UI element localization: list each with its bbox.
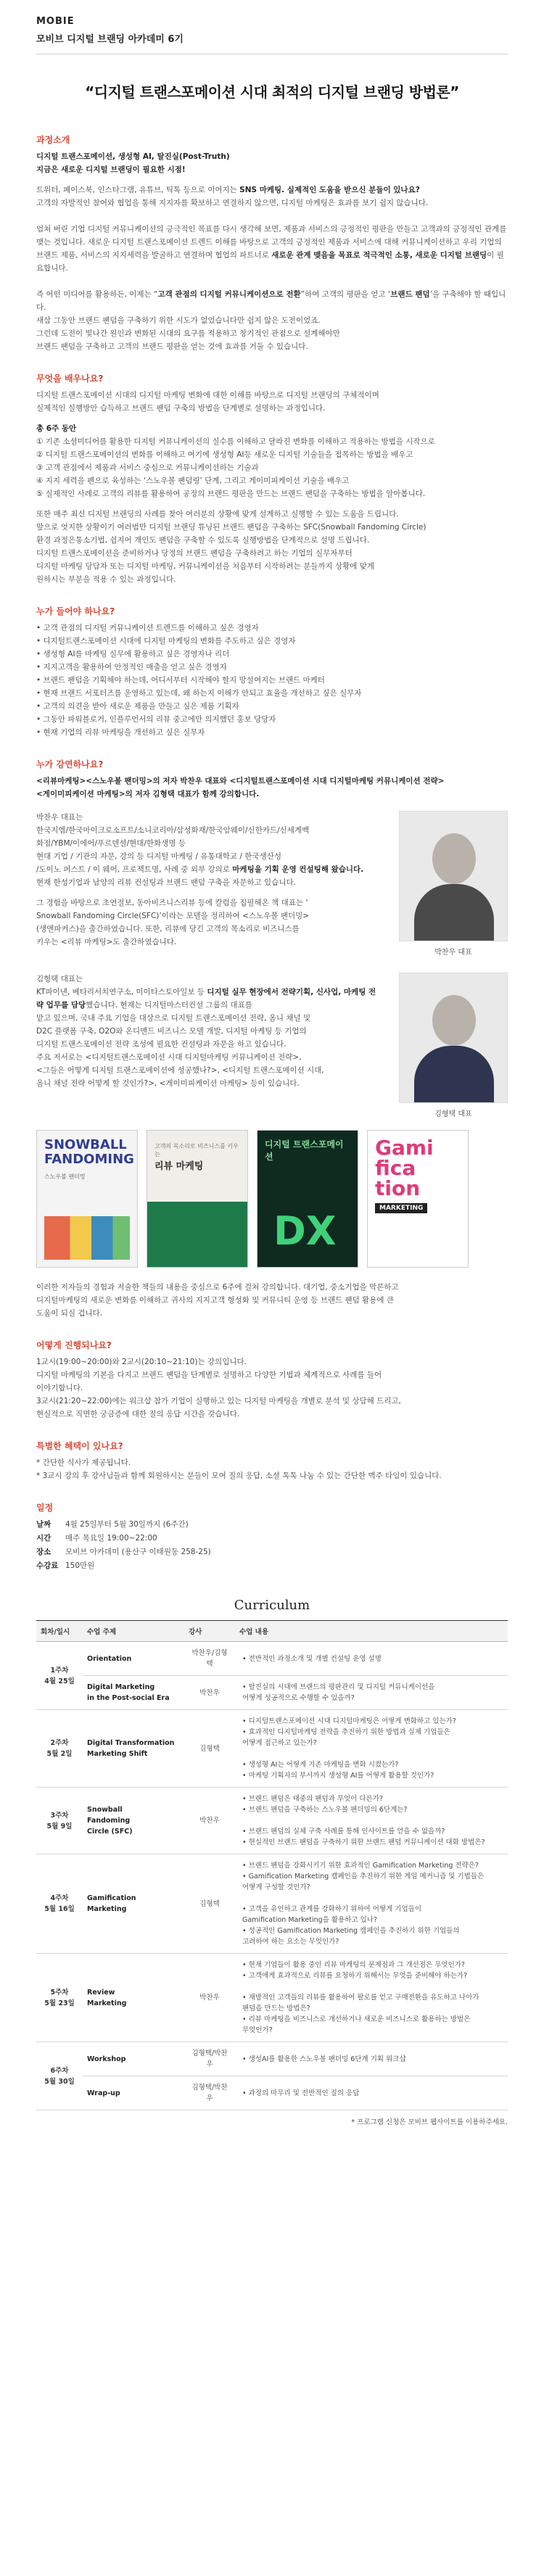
- intro-bold-2: 지금은 새로운 디지털 브랜딩이 필요한 시점!: [36, 165, 186, 174]
- book-covers: [36, 1130, 508, 1268]
- learn-para-2: 실제적인 실행방안 습득하고 브랜드 팬덤 구축의 방법을 단계별로 설명하는 과정입니다.: [36, 404, 326, 413]
- intro-para-3: 즉 어떤 미디어를 활용하든, 이제는 “고객 관점의 디지털 커뮤니케이션으로 전환”하여 고객의 평판을 얻고 ‘브랜드 팬덤’을 구축해야 할 때입니다. 새삼 그동안 브랜드 팬덤을 구축하기 위한 시도가 없었습니다만 쉽지 않은 도전이었죠. 그런데 도전이 빛나간 원인과 변화된 시대의 요구를 적용하고 창기적인 관점으로 설계해야만 브랜드 팬덤을 구축하고 고객의 브랜드 평판을 얻는 것에 효과를 거둘 수 있습니다.: [36, 290, 506, 351]
- progress-heading: 어떻게 진행되나요?: [36, 1340, 112, 1350]
- profile-line: 한국지엠/한국마이크로소프트/소니코리아/삼성화재/한국암웨이/신한카드/신세계백: [36, 826, 310, 835]
- table-row: [36, 1854, 508, 1954]
- profile-line: 현대 기업 / 기관의 자문, 강의 등 디지털 마케팅 / 유통대학교 / 한국생산성: [36, 852, 282, 861]
- list-item: ② 디지털 트랜스포메이션의 변화를 이해하고 여기에 생성형 AI등 새로운 디지털 기술들을 접목하는 방법을 배우고: [36, 450, 413, 459]
- header-content: 수업 내용: [235, 1621, 508, 1642]
- curriculum-lecturer: 박찬우: [184, 1676, 235, 1710]
- curriculum-week: 6주차 5월 30일: [36, 2042, 83, 2110]
- progress-line: 1교시(19:00~20:00)와 2교시(20:10~21:10)는 강의입니다.: [36, 1358, 247, 1366]
- instructor-photo-park: [399, 811, 508, 941]
- intro-para-2: 엄쳐 버린 기업 디지털 커뮤니케이션의 긍극적인 목표를 다시 생각해 보면, 제품과 서비스의 긍정적인 평판을 만들고 고객과의 긍정적인 관계를 맺는 것입니다. 새로운 디지털 트랜스포메이션 트렌드 이해를 바탕으로 고객의 긍정적인 제품과 서비스에 대해 커뮤니케이션하고 우리 기업의 브랜드 제품, 서비스의 지지세력을 발굴하고 연결하며 협업의 파트너로 새로운 관계 맺음을 목표로 적극적인 소통, 새로운 디지털 브랜딩이 필요합니다.: [36, 225, 507, 273]
- profile-name-line: 박찬우 대표는: [36, 813, 83, 822]
- curriculum-content: • 생성AI를 활용한 스노우볼 팬더밍 6단계 기획 워크샵: [235, 2042, 508, 2076]
- curriculum-week: 3주차 5월 9일: [36, 1788, 83, 1854]
- table-row: [36, 1676, 508, 1710]
- curriculum-module: Snowball Fandoming Circle (SFC): [83, 1788, 184, 1854]
- instructor-summary-b: 디지털마케팅의 새로운 변화를 이해하고 귀사의 지지고객 형성화 및 커뮤니티 운영 등 브랜드 팬덤 활용에 큰: [36, 1296, 395, 1305]
- curriculum-content: • 브랜드 팬덤을 강화시키기 위한 효과적인 Gamification Marketing 전략은? • Gamification Marketing 캠페인을 추진하기 위한 게임 메커니즘 및 기법들은 어떻게 구성할 것인가? • 고객을 유인하고 관계를 강화하기 위하여 어떻게 기업들이 Gamification Marketing을 활용하고 있나? • 성공적인 Gamification Marketing 캠페인을 추진하기 위한 기업들의 고려하여 하는 요소는 무엇인가?: [235, 1854, 508, 1954]
- photo-caption: 박찬우 대표: [434, 949, 472, 957]
- profile-line: 주요 저서로는 <디지털트랜스포메이션 시대 디지털마케팅 커뮤니케이션 전략>,: [36, 1053, 302, 1062]
- list-item: • 디지털트랜스포메이션 시대에 디지털 마케팅의 변화를 주도하고 싶은 경영자: [36, 637, 296, 645]
- table-row: [36, 1788, 508, 1854]
- learn-para-7: 디지털 마케팅 당담자 또는 디지털 마케팅, 커뮤니케이션을 처음부터 시작하려는 분들까지 상황에 맞게: [36, 562, 375, 571]
- benefit-line: * 간단한 식사가 제공됩니다.: [36, 1458, 131, 1467]
- curriculum-content: • 현재 기업들이 활용 중인 리뷰 마케팅의 문제점과 그 개선점은 무엇인가? • 고객에게 효과적으로 리뷰를 요청하기 위해서는 무엇을 준비해야 하는가? • 재방적인 고객들의 리뷰를 활용하여 팔로를 얻고 구매전환을 유도하고 나아가 팬덤을 만드는 방법은? • 리뷰 마케팅을 비즈니스로 개선하거나 새로운 비즈니스로 활용하는 방법은 무엇인가?: [235, 1954, 508, 2042]
- profile-line: (생앤파커스)을 출간하였습니다. 또한, 리뷰에 당긴 고객의 목소리로 비즈니스를: [36, 925, 300, 933]
- profile-line: 그 경험을 바탕으로 초연절보, 동아비즈니스리뷰 등에 칼럼을 집필해온 책 대표는 ‘: [36, 899, 308, 907]
- benefit-line: * 3교시 강의 후 강사님들과 함께 회원하시는 분들이 모여 질의 응답, 소셜 톡톡 나눔 수 있는 간단한 맥주 타임이 있습니다.: [36, 1471, 442, 1480]
- list-item: • 현재 브랜드 서포터즈를 운영하고 있는데, 왜 하는지 이해가 안되고 효율을 개선하고 싶은 실무자: [36, 689, 362, 698]
- learn-section: [36, 372, 508, 586]
- profile-line: 맡고 있으며, 국내 주요 기업을 대상으로 디지털 트랜스포메이션 전략, 옴니 채널 및: [36, 1014, 311, 1023]
- learn-para-5: 환경 과정은통소기법, 쉽지어 개인도 팬덤을 구축할 수 있도록 실행방법을 단계적으로 설명 드립니다.: [36, 536, 370, 545]
- profile-line: <그들은 어떻게 디지털 트랜스포메이션에 성공했나?>, <디지털 트랜스포메이션 시대,: [36, 1066, 324, 1075]
- curriculum-content: • 전반적인 과정소개 및 개별 컨설팅 운영 설명: [235, 1642, 508, 1676]
- book-cover-gamification: Gami fica tion MARKETING: [367, 1130, 469, 1268]
- list-item: • 지지고객을 활용하여 안정적인 매출을 얻고 싶은 경영자: [36, 663, 227, 672]
- schedule-section: [36, 1501, 508, 1573]
- instructor-lead-b: <게이미피케이션 마케팅>의 저자 김형택 대표가 함께 강의합니다.: [36, 790, 260, 798]
- curriculum-module: Digital Transformation Marketing Shift: [83, 1710, 184, 1788]
- profile-line: 옴니 채널 전략 어떻게 할 것인가?>, <게이미피케이션 마케팅> 등이 있습니다.: [36, 1079, 300, 1088]
- header-week: 회차/일시: [36, 1621, 83, 1642]
- progress-section: [36, 1339, 508, 1421]
- curriculum-week: 2주차 5월 2일: [36, 1710, 83, 1788]
- list-item: • 고객 관점의 디지털 커뮤니케이션 트렌드를 이해하고 싶은 경영자: [36, 624, 259, 632]
- profile-line: KT파이낸, 베타리서치연구소, 미이타스토아일보 등 디지털 실무 현장에서 전략기획, 신사업, 마케팅 전략 업무를 담당했습니다. 현재는 디지털마스터컨설 그룹의 대표를: [36, 988, 376, 1010]
- learn-para-3: 또한 매주 최신 디지털 브랜딩의 사례를 찾아 여러분의 상황에 맞게 설계하고 실행할 수 있는 도움을 드립니다.: [36, 510, 399, 519]
- curriculum-lecturer: 김형택: [184, 1854, 235, 1954]
- curriculum-lecturer: 김형택/박찬우: [184, 2042, 235, 2076]
- brand-subtitle: 모비브 디지털 브랜딩 아카데미 6기: [36, 34, 184, 45]
- progress-line: 3교시(21:20~22:00)에는 워크샵 참가 기업이 실행하고 있는 디지털 마케팅을 개별로 분석 및 상담해 드리고,: [36, 1397, 401, 1405]
- profile-name-line: 김형택 대표는: [36, 975, 83, 983]
- profile-line: 현재 한성기업과 남양의 리뷰 컨설팅과 브랜드 팬덤 구축을 자문하고 있습니다.: [36, 878, 296, 887]
- list-item: ⑤ 실제적인 사례로 고객의 리뷰를 활용하여 공정의 브랜드 평판을 만드는 브랜드 팬덤을 구축하는 방법을 알아봅니다.: [36, 490, 426, 498]
- curriculum-lecturer: 박찬우: [184, 1788, 235, 1854]
- curriculum-header-row: [36, 1621, 508, 1642]
- curriculum-lecturer: 김형택/박찬우: [184, 2076, 235, 2110]
- curriculum-module: Orientation: [83, 1642, 184, 1676]
- table-row: [36, 1642, 508, 1676]
- instructor-photo-kim: [399, 973, 508, 1103]
- learn-para-4: 앞으로 엇지한 상황이기 여러범만 디지털 브랜딩 튜닝된 브랜드 팬덤을 구축하는 SFC(Snowball Fandoming Circle): [36, 523, 426, 532]
- instructor-section: [36, 758, 508, 1320]
- curriculum-module: Workshop: [83, 2042, 184, 2076]
- progress-line: 현실적으로 직면한 궁금증에 대한 질의 응답 시간을 갖습니다.: [36, 1410, 240, 1419]
- instructor-summary-a: 이러한 저자들의 경험과 저술한 책들의 내용을 중심으로 6주에 걸쳐 강의합니다. 대기업, 중소기업을 막론하고: [36, 1283, 399, 1292]
- list-item: ③ 고객 관점에서 제품과 서비스 중심으로 커뮤니케이션하는 기술과: [36, 463, 259, 472]
- curriculum-module: Review Marketing: [83, 1954, 184, 2042]
- profile-line: /도이노 퍼스트 / 이 웨어, 프로젝트명, 사례 중 외부 강의로 마케팅을 기획 운영 컨설팅해 왔습니다.: [36, 865, 364, 874]
- list-item: • 고객의 의견을 받아 새로운 제품을 만들고 싶은 제품 기획자: [36, 702, 239, 711]
- schedule-row: 장소 모비브 아카데미 (용산구 이태원동 258-25): [36, 1548, 211, 1556]
- learn-para-6: 디지털 트랜스포메이션을 준비하거나 당정의 브랜드 팬덤을 구축하려고 하는 기업의 실무자부터: [36, 549, 353, 558]
- list-item: • 현재 기업의 리뷰 마케팅을 개선하고 싶은 실무자: [36, 728, 205, 737]
- curriculum-body: [36, 1642, 508, 2110]
- list-item: • 생성형 AI를 마케팅 실무에 활용하고 싶은 경영자나 리더: [36, 650, 230, 659]
- curriculum-content: • 디지털트랜스포메이션 시대 디지털마케팅은 어떻게 변화하고 있는가? • 효과적인 디지털마케팅 전략을 추진하기 위한 방법과 실제 기업들은 어떻게 접근하고 있는가? • 생성형 AI는 어떻게 기존 마케팅을 변화 시켰는가? • 마케팅 기획자의 부서까지 생성형 AI를 어떻게 활용할 것인가?: [235, 1710, 508, 1788]
- benefit-section: [36, 1440, 508, 1482]
- curriculum-lecturer: 김형택: [184, 1710, 235, 1788]
- curriculum-lecturer: 박찬우/김형택: [184, 1642, 235, 1676]
- instructor-profile-kim: [36, 973, 508, 1118]
- learn-para-1: 디지털 트랜스포메이션 시대의 디지털 마케팅 변화에 대한 이해를 바탕으로 디지털 브랜딩의 구체적이며: [36, 391, 379, 400]
- curriculum-week: 1주차 4월 25일: [36, 1642, 83, 1710]
- learn-heading: 무엇을 배우나요?: [36, 373, 104, 384]
- learn-para-8: 원하시는 부분을 적용 수 있는 과정입니다.: [36, 575, 176, 584]
- learn-list: [36, 435, 508, 500]
- intro-section: [36, 133, 508, 353]
- curriculum-table: [36, 1620, 508, 2110]
- list-item: • 그동안 파워블로거, 인플루언서의 리뷰 중고에만 의지했던 홍보 당당자: [36, 715, 276, 724]
- curriculum-content: • 브랜드 팬덤은 대중의 팬덤과 무엇이 다른가? • 브랜드 팬덤을 구축하는 스노우볼 팬더밍의 6단계는? • 브랜드 팬덤의 실체 구축 사례를 통해 인사이트를 얻을 수 없을까? • 현실적인 브랜드 팬덤을 구축하기 위한 브랜드 팬덤 커뮤니케이션 대화 방법은?: [235, 1788, 508, 1854]
- curriculum-title: Curriculum: [234, 1598, 310, 1613]
- progress-line: 디지털 마케팅의 기본을 다지고 브랜드 팬덤을 단계별로 설명하고 다양한 기법과 체계적으로 사례를 들어: [36, 1371, 382, 1379]
- curriculum-week: 5주차 5월 23일: [36, 1954, 83, 2042]
- page-title: “디지털 트랜스포메이션 시대 최적의 디지털 브랜딩 방법론”: [85, 83, 459, 101]
- learn-total: 총 6주 동안: [36, 424, 77, 433]
- instructor-heading: 누가 강연하나요?: [36, 759, 104, 769]
- curriculum-week: 4주차 5월 16일: [36, 1854, 83, 1954]
- table-row: [36, 2042, 508, 2076]
- schedule-row: 수강료 150만원: [36, 1561, 95, 1570]
- progress-line: 이야기합니다.: [36, 1384, 83, 1392]
- instructor-profile-park: [36, 811, 508, 957]
- curriculum-lecturer: 박찬우: [184, 1954, 235, 2042]
- book-cover-snowball: SNOWBALL FANDOMING 스노우볼 팬더밍: [36, 1130, 138, 1268]
- list-item: ④ 지지 세력을 펜으로 육성하는 ‘스노우볼 팬덤링’ 단계, 그리고 게이미피케이션 기술을 배우고: [36, 476, 350, 485]
- instructor-lead-a: <리뷰마케팅><스노우볼 팬더밍>의 저자 박찬우 대표와 <디지털트랜스포메이션 시대 디지털마케팅 커뮤니케이션 전략>: [36, 777, 445, 785]
- schedule-table: [36, 1518, 508, 1573]
- curriculum-module: Gamification Marketing: [83, 1854, 184, 1954]
- schedule-heading: 일정: [36, 1503, 54, 1513]
- profile-line: 디지털 트랜스포메이션 전략 조성에 필요한 컨설팅과 자문을 하고 있습니다.: [36, 1040, 287, 1049]
- curriculum-content: • 과정의 마무리 및 전반적인 질의 응답: [235, 2076, 508, 2110]
- intro-bold-1: 디지털 트랜스포메이션, 생성형 AI, 탈진실(Post-Truth): [36, 152, 230, 161]
- intro-heading: 과정소개: [36, 135, 70, 145]
- header-lecturer: 강사: [184, 1621, 235, 1642]
- curriculum-content: • 탈진실의 시대에 브랜드의 평판관리 및 디지털 커뮤니케이션을 어떻게 성공적으로 수행할 수 있을까?: [235, 1676, 508, 1710]
- curriculum-module: Wrap-up: [83, 2076, 184, 2110]
- list-item: ① 기존 소셜미디어를 활용한 디지털 커뮤니케이션의 실수를 이해하고 달라진 변화를 이해하고 적용하는 방법을 시작으로: [36, 437, 435, 446]
- curriculum-footnote: * 프로그램 신청은 모비브 웹사이트를 이용하주세요.: [351, 2118, 508, 2126]
- audience-section: [36, 605, 508, 739]
- intro-para-1: 트위터, 페이스북, 인스타그램, 유튜브, 틱톡 등으로 이어지는 SNS 마케팅. 실제적인 도움을 받으신 분들이 있나요? 고객의 자발적인 참여와 협업을 통해 지지자를 확보하고 연결하지 않으면, 디지털 마케팅은 효과를 보기 쉽지 않습니다.: [36, 186, 429, 207]
- profile-line: 키우는 <리뷰 마케팅>도 출간하였습니다.: [36, 938, 177, 946]
- curriculum-module: Digital Marketing in the Post-social Era: [83, 1676, 184, 1710]
- brand-logo: MOBIE: [36, 16, 75, 27]
- schedule-row: 날짜 4월 25일부터 5월 30일까지 (6주간): [36, 1520, 189, 1529]
- profile-line: 화점/YBM/이에어/푸르덴셜/현대/한화생명 등: [36, 839, 186, 848]
- book-cover-review-marketing: 고객의 목소리로 비즈니스를 키우는 리뷰 마케팅: [147, 1130, 248, 1268]
- profile-line: Snowball Fandoming Circle(SFC)’이라는 모델을 정리하여 <스노우볼 팬더밍>: [36, 912, 310, 920]
- table-row: [36, 1954, 508, 2042]
- table-row: [36, 1710, 508, 1788]
- list-item: • 브랜드 팬덤을 기획해야 하는데, 어디서부터 시작해야 할지 망설여지는 브랜드 마케터: [36, 676, 325, 685]
- table-row: [36, 2076, 508, 2110]
- audience-list: [36, 622, 508, 739]
- instructor-summary-c: 도움이 되실 겁니다.: [36, 1309, 103, 1318]
- header-topic: 수업 주제: [83, 1621, 184, 1642]
- book-cover-dx: 디지털 트랜스포메이션 DX: [257, 1130, 358, 1268]
- benefit-heading: 특별한 혜택이 있나요?: [36, 1441, 123, 1451]
- schedule-row: 시간 매주 목요일 19:00~22:00: [36, 1534, 157, 1543]
- photo-caption: 김형택 대표: [434, 1110, 472, 1118]
- profile-line: D2C 플랫폼 구축, O2O와 온디맨드 비즈니스 모델 개발, 디지털 마케팅 등 기업의: [36, 1027, 307, 1036]
- audience-heading: 누가 들어야 하나요?: [36, 606, 115, 616]
